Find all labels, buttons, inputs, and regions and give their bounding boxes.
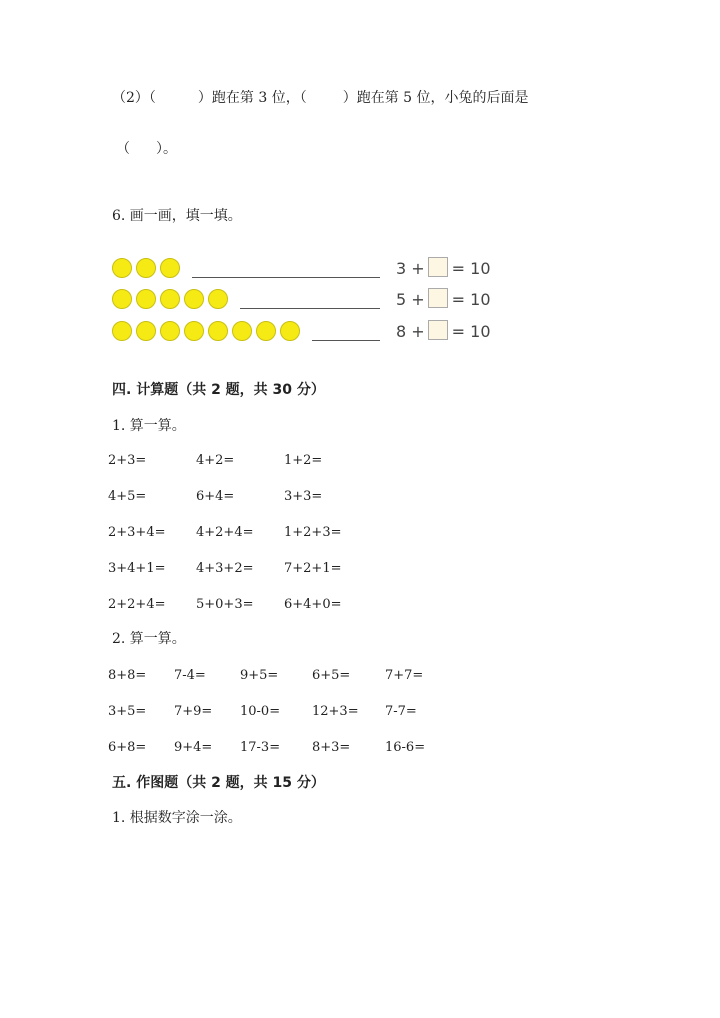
calc-problem: 7+7=: [385, 668, 424, 683]
draw1-title: 1. 根据数字涂一涂。: [112, 810, 242, 826]
yellow-circle: [112, 258, 132, 278]
yellow-circle: [208, 321, 228, 341]
q2-close-paren: ）。: [156, 141, 177, 157]
calc-problem: 10-0=: [240, 704, 281, 719]
yellow-circle: [136, 258, 156, 278]
draw-blank-line[interactable]: [192, 277, 380, 278]
yellow-circle: [256, 321, 276, 341]
calc-problem: 2+2+4=: [108, 597, 166, 612]
addition-equation: [396, 257, 491, 281]
calc-problem: 7-4=: [174, 668, 206, 683]
calc1-title: 1. 算一算。: [112, 418, 186, 434]
q6-title: 6. 画一画，填一填。: [112, 208, 242, 224]
calc-problem: 3+3=: [284, 489, 323, 504]
calc-problem: 2+3=: [108, 453, 147, 468]
calc-problem: 7+2+1=: [284, 561, 342, 576]
addition-equation: [396, 320, 491, 344]
answer-box[interactable]: [428, 320, 448, 340]
calc-problem: 5+0+3=: [196, 597, 254, 612]
calc-problem: 1+2=: [284, 453, 323, 468]
equation-right: = 10: [451, 322, 491, 341]
q2-open-paren: （: [116, 141, 130, 157]
calc-problem: 9+4=: [174, 740, 213, 755]
equation-left: 8 +: [396, 322, 425, 341]
q2-mid1: ）跑在第 3 位，（: [197, 90, 307, 106]
calc-problem: 7+9=: [174, 704, 213, 719]
calc-problem: 17-3=: [240, 740, 281, 755]
answer-box[interactable]: [428, 257, 448, 277]
calc-problem: 9+5=: [240, 668, 279, 683]
answer-box[interactable]: [428, 288, 448, 308]
calc-problem: 8+8=: [108, 668, 147, 683]
calc-problem: 4+2=: [196, 453, 235, 468]
calc-problem: 6+5=: [312, 668, 351, 683]
yellow-circle: [160, 289, 180, 309]
q2-mid2: ）跑在第 5 位，小兔的后面是: [342, 90, 529, 106]
yellow-circle: [184, 289, 204, 309]
yellow-circle: [160, 321, 180, 341]
equation-left: 5 +: [396, 290, 425, 309]
calc-problem: 4+3+2=: [196, 561, 254, 576]
equation-right: = 10: [451, 290, 491, 309]
calc-problem: 3+4+1=: [108, 561, 166, 576]
calc-problem: 4+2+4=: [196, 525, 254, 540]
yellow-circle: [112, 289, 132, 309]
equation-right: = 10: [451, 259, 491, 278]
calc-problem: 16-6=: [385, 740, 426, 755]
yellow-circle: [232, 321, 252, 341]
yellow-circle: [112, 321, 132, 341]
calc-problem: 6+8=: [108, 740, 147, 755]
section5-title: 五. 作图题（共 2 题，共 15 分）: [112, 775, 325, 791]
q2-line2: [116, 139, 177, 159]
calc-problem: 1+2+3=: [284, 525, 342, 540]
calc2-title: 2. 算一算。: [112, 631, 186, 647]
yellow-circle: [184, 321, 204, 341]
yellow-circle: [160, 258, 180, 278]
calc-problem: 6+4=: [196, 489, 235, 504]
addition-equation: [396, 288, 491, 312]
calc-problem: 3+5=: [108, 704, 147, 719]
yellow-circle: [208, 289, 228, 309]
equation-left: 3 +: [396, 259, 425, 278]
yellow-circle: [136, 321, 156, 341]
yellow-circle: [280, 321, 300, 341]
calc-problem: 12+3=: [312, 704, 359, 719]
section4-title: 四. 计算题（共 2 题，共 30 分）: [112, 382, 325, 398]
calc-problem: 4+5=: [108, 489, 147, 504]
calc-problem: 6+4+0=: [284, 597, 342, 612]
draw-blank-line[interactable]: [240, 308, 380, 309]
draw-blank-line[interactable]: [312, 340, 380, 341]
calc-problem: 8+3=: [312, 740, 351, 755]
q2-prefix: （2）（: [112, 90, 156, 106]
q2-line1: [112, 88, 529, 108]
yellow-circle: [136, 289, 156, 309]
calc-problem: 2+3+4=: [108, 525, 166, 540]
calc-problem: 7-7=: [385, 704, 417, 719]
